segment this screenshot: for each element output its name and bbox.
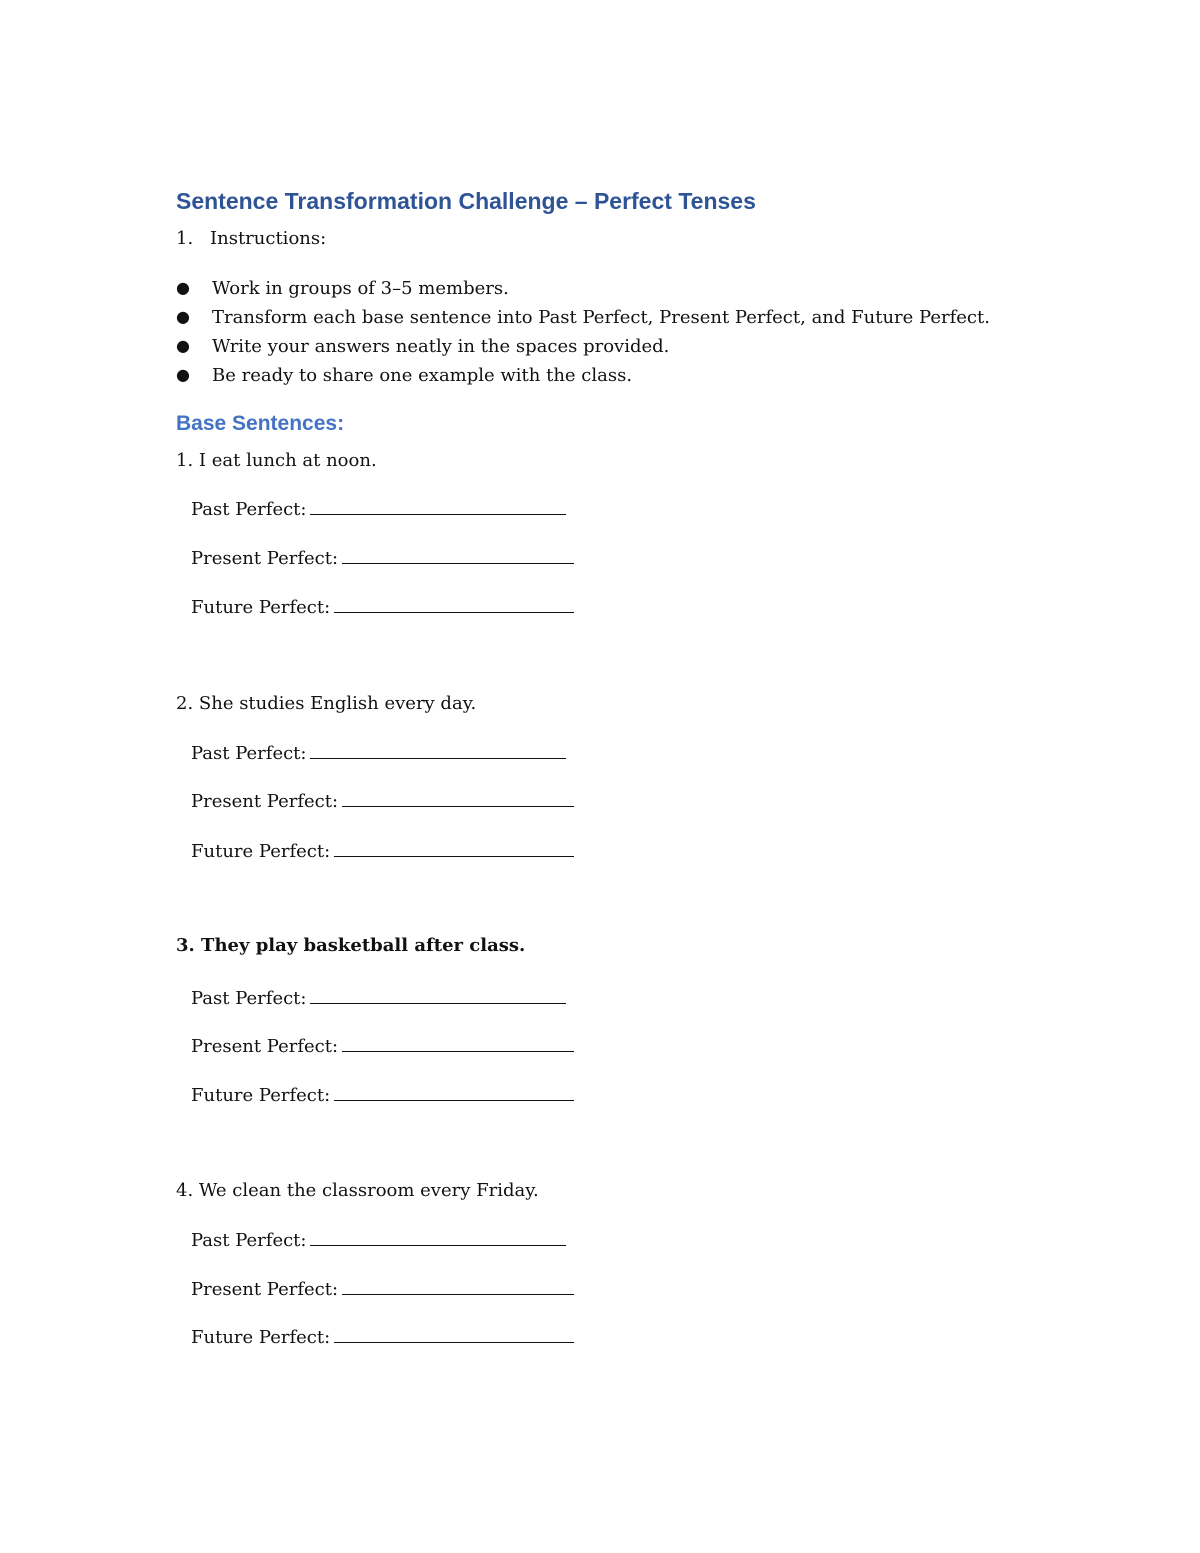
bullet-text: Write your answers neatly in the spaces provided.: [212, 336, 670, 357]
future-perfect-line: [191, 838, 574, 862]
present-perfect-line: [191, 1033, 574, 1057]
answer-blank[interactable]: [310, 496, 566, 515]
sentence-block-4: [176, 1180, 876, 1360]
worksheet-title: Sentence Transformation Challenge – Perfect Tenses: [176, 188, 756, 214]
tense-label: Past Perfect:: [191, 499, 307, 520]
instructions-label: Instructions:: [210, 228, 327, 249]
bullet-icon: ●: [176, 307, 190, 326]
tense-label: Present Perfect:: [191, 1036, 339, 1057]
instructions-heading: [176, 228, 326, 249]
answer-blank[interactable]: [310, 985, 566, 1004]
bullet-item: [176, 307, 990, 336]
answer-blank[interactable]: [342, 788, 574, 807]
sentence-block-2: [176, 693, 876, 873]
tense-label: Future Perfect:: [191, 841, 331, 862]
bullet-text: Transform each base sentence into Past Perfect, Present Perfect, and Future Perfect.: [212, 307, 990, 328]
bullet-item: [176, 278, 990, 307]
past-perfect-line: [191, 496, 566, 520]
sentence-block-1: [176, 450, 876, 630]
bullet-item: [176, 365, 990, 394]
answer-blank[interactable]: [334, 1324, 574, 1343]
bullet-text: Be ready to share one example with the class.: [212, 365, 633, 386]
bullet-icon: ●: [176, 336, 190, 355]
bullet-text: Work in groups of 3–5 members.: [212, 278, 509, 299]
answer-blank[interactable]: [310, 1227, 566, 1246]
past-perfect-line: [191, 985, 566, 1009]
base-sentence: 3. They play basketball after class.: [176, 935, 526, 956]
answer-blank[interactable]: [342, 1276, 574, 1295]
bullet-item: [176, 336, 990, 365]
tense-label: Present Perfect:: [191, 1279, 339, 1300]
future-perfect-line: [191, 594, 574, 618]
instructions-number: 1.: [176, 228, 194, 249]
tense-label: Past Perfect:: [191, 743, 307, 764]
tense-label: Future Perfect:: [191, 597, 331, 618]
tense-label: Past Perfect:: [191, 1230, 307, 1251]
present-perfect-line: [191, 545, 574, 569]
base-sentence: 2. She studies English every day.: [176, 693, 477, 714]
answer-blank[interactable]: [334, 594, 574, 613]
base-sentence: 4. We clean the classroom every Friday.: [176, 1180, 539, 1201]
bullet-icon: ●: [176, 365, 190, 384]
answer-blank[interactable]: [334, 838, 574, 857]
instruction-bullet-list: [176, 278, 990, 394]
future-perfect-line: [191, 1082, 574, 1106]
present-perfect-line: [191, 1276, 574, 1300]
answer-blank[interactable]: [342, 1033, 574, 1052]
base-sentence: 1. I eat lunch at noon.: [176, 450, 377, 471]
answer-blank[interactable]: [310, 740, 566, 759]
tense-label: Future Perfect:: [191, 1085, 331, 1106]
past-perfect-line: [191, 740, 566, 764]
tense-label: Present Perfect:: [191, 791, 339, 812]
past-perfect-line: [191, 1227, 566, 1251]
answer-blank[interactable]: [342, 545, 574, 564]
present-perfect-line: [191, 788, 574, 812]
answer-blank[interactable]: [334, 1082, 574, 1101]
future-perfect-line: [191, 1324, 574, 1348]
sentence-block-3: [176, 935, 876, 1115]
tense-label: Past Perfect:: [191, 988, 307, 1009]
tense-label: Present Perfect:: [191, 548, 339, 569]
bullet-icon: ●: [176, 278, 190, 297]
tense-label: Future Perfect:: [191, 1327, 331, 1348]
base-sentences-heading: Base Sentences:: [176, 412, 345, 435]
